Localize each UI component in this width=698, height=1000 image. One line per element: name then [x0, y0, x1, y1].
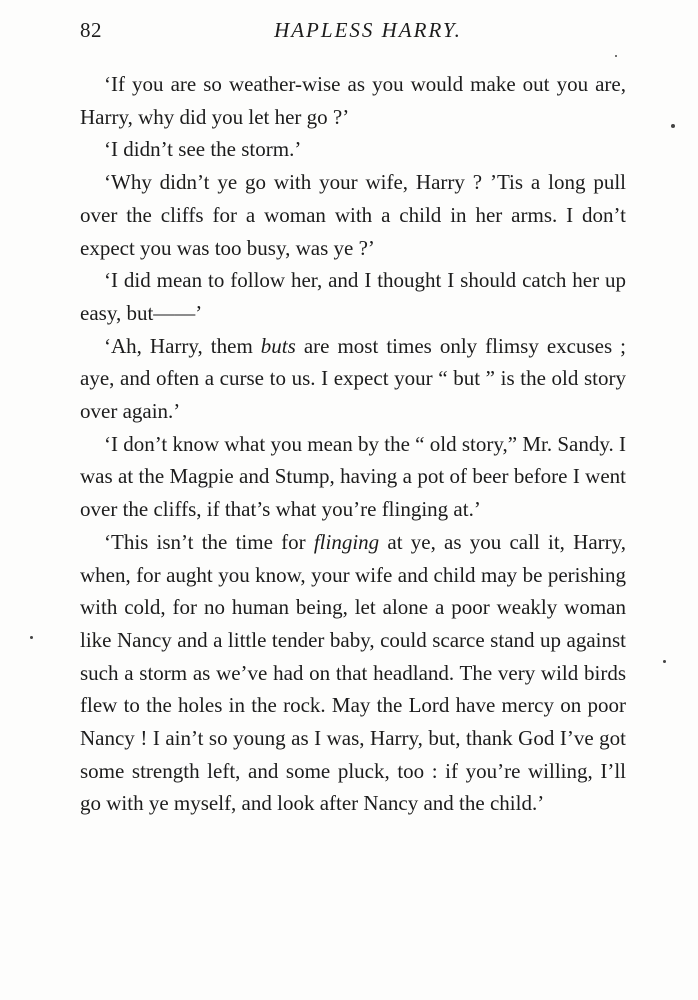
paragraph	[80, 428, 626, 526]
italic-text: buts	[260, 333, 296, 358]
text-run: ‘Why didn’t ye go with your wife, Harry ? ’Tis a long pull over the cliffs for a woman with a child in her arms. I don’t expect you was too busy, was ye ?’	[80, 170, 626, 260]
text-run: ‘I don’t know what you mean by the “ old story,” Mr. Sandy. I was at the Magpie and Stump, having a pot of beer before I went over the cliffs, if that’s what you’re flinging at.’	[80, 431, 626, 522]
paragraph	[80, 330, 626, 428]
print-speck	[615, 55, 617, 57]
text-run: at ye, as you call it, Harry, when, for aught you know, your wife and child may be perishing with cold, for no human being, let alone a poor weakly woman like Nancy and a little tender baby, could scarce stand up against such a storm as we’ve had on that headland. The very wild birds flew to the holes in the rock. May the Lord have mercy on poor Nancy ! I ain’t so young as I was, Harry, but, thank God I’ve got some strength left, and some pluck, too : if you’re willing, I’ll go with ye myself, and look after Nancy and the child.’	[80, 529, 627, 816]
print-speck	[663, 660, 666, 663]
text-run: ‘I did mean to follow her, and I thought I should catch her up easy, but——’	[80, 268, 626, 325]
italic-text: flinging	[313, 529, 380, 554]
paragraph	[80, 526, 626, 820]
text-run: ‘Ah, Harry, them	[104, 333, 261, 358]
page-number: 82	[80, 18, 102, 42]
page-header	[80, 18, 626, 50]
running-title: HAPLESS HARRY.	[274, 18, 462, 42]
text-run: ‘If you are so weather-wise as you would make out you are, Harry, why did you let her go ?’	[80, 72, 626, 129]
paragraph	[80, 264, 626, 329]
paragraph	[80, 133, 626, 166]
print-speck	[30, 636, 33, 639]
text-run: ‘This isn’t the time for	[104, 529, 314, 554]
body-text	[80, 68, 626, 820]
paragraph	[80, 68, 626, 133]
text-run: are most times only flimsy excuses ; aye, and often a curse to us. I expect your “ but ” is the old story over again.’	[80, 333, 626, 424]
text-run: ‘I didn’t see the storm.’	[104, 137, 302, 162]
paragraph	[80, 166, 626, 264]
print-speck	[671, 124, 675, 128]
